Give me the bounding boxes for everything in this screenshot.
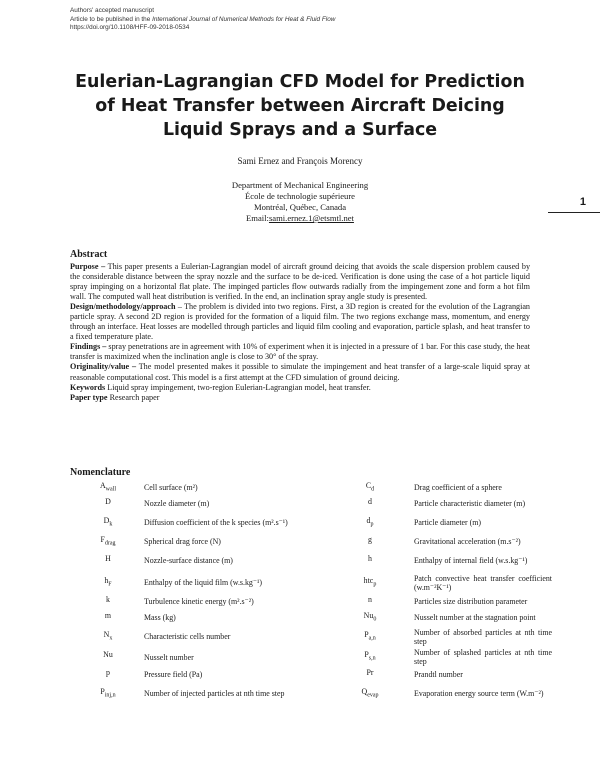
symbol-subscript: 0 — [373, 616, 377, 623]
symbol-left — [72, 512, 144, 534]
symbol-right — [326, 648, 414, 666]
manuscript-header — [70, 7, 335, 33]
symbol-left — [72, 550, 144, 572]
symbol-right — [326, 496, 414, 512]
header-doi[interactable]: https://doi.org/10.1108/HFF-09-2018-0534 — [70, 24, 190, 32]
symbol-left — [72, 496, 144, 512]
description-left: Nozzle diameter (m) — [144, 499, 210, 509]
symbol-main: htc — [363, 576, 374, 586]
symbol-main: Nu — [363, 611, 374, 621]
symbol-right — [326, 666, 414, 682]
description-right: Number of splashed particles at nth time step — [414, 648, 552, 667]
description-left: Nusselt number — [144, 652, 194, 662]
nomenclature-table — [72, 480, 552, 704]
authors: Sami Ernez and François Morency — [237, 156, 363, 166]
symbol-subscript: wall — [105, 486, 117, 493]
symbol-main: Nu — [103, 650, 113, 660]
symbol-left — [72, 648, 144, 666]
symbol-left — [72, 534, 144, 550]
keywords-label: Keywords — [70, 382, 106, 392]
symbol-right — [326, 610, 414, 626]
nomenclature-row — [72, 572, 552, 594]
email-link[interactable]: sami.ernez.1@etsmtl.net — [268, 213, 354, 223]
description-right: Patch convective heat transfer coefficient (w.m⁻²K⁻¹) — [414, 573, 552, 592]
symbol-subscript: d — [371, 486, 375, 493]
symbol-subscript: p — [373, 581, 377, 588]
abstract-paper-type — [70, 393, 530, 403]
symbol-subscript: s,n — [368, 655, 376, 662]
design-label: Design/methodology/approach — [70, 302, 176, 312]
symbol-main: Pr — [366, 667, 374, 677]
symbol-main: C — [365, 481, 372, 491]
header-status: Authors' accepted manuscript — [70, 7, 154, 14]
nomenclature-row — [72, 594, 552, 610]
description-right: Number of absorbed particles at nth time step — [414, 627, 552, 646]
symbol-main: k — [106, 595, 110, 605]
header-journal-prefix: Article to be published in the — [70, 15, 153, 23]
keywords-text: Liquid spray impingement, two-region Eulerian-Lagrangian model, heat transfer. — [107, 382, 371, 392]
affiliation-email-line — [0, 213, 600, 224]
nomenclature-row — [72, 480, 552, 496]
symbol-left — [72, 682, 144, 704]
symbol-left — [72, 626, 144, 648]
abstract-keywords — [70, 383, 530, 393]
symbol-right — [326, 572, 414, 594]
title-line-1: Eulerian-Lagrangian CFD Model for Prediction — [75, 72, 525, 92]
description-right: Drag coefficient of a sphere — [414, 483, 502, 493]
description-left: Pressure field (Pa) — [144, 669, 203, 679]
symbol-right — [326, 626, 414, 648]
nomenclature-row — [72, 550, 552, 572]
abstract-findings — [70, 342, 530, 362]
abstract-design — [70, 302, 530, 342]
symbol-left — [72, 594, 144, 610]
title-line-2: of Heat Transfer between Aircraft Deicing — [95, 96, 505, 116]
paper-title — [50, 70, 550, 142]
page-number: 1 — [579, 196, 586, 208]
symbol-main: d — [366, 516, 371, 526]
paper-type-label: Paper type — [70, 392, 108, 402]
symbol-main: A — [99, 481, 106, 491]
header-journal-line — [70, 16, 335, 25]
symbol-main: Q — [361, 686, 368, 696]
symbol-subscript: p — [370, 521, 374, 528]
symbol-left — [72, 480, 144, 496]
symbol-right — [326, 512, 414, 534]
symbol-main: H — [105, 554, 111, 564]
symbol-subscript: evap — [367, 692, 379, 699]
affiliation-school: École de technologie supérieure — [245, 191, 355, 201]
abstract-heading: Abstract — [70, 249, 108, 260]
symbol-main: p — [106, 667, 110, 677]
description-right: Evaporation energy source term (W.m⁻²) — [414, 688, 544, 698]
symbol-main: N — [103, 630, 110, 640]
abstract-purpose — [70, 262, 530, 302]
description-left: Enthalpy of the liquid film (w.s.kg⁻¹) — [144, 578, 263, 588]
symbol-main: h — [104, 576, 109, 586]
description-right: Particle diameter (m) — [414, 518, 482, 528]
affiliation — [0, 180, 600, 224]
symbol-main: P — [100, 686, 105, 696]
symbol-main: D — [103, 516, 110, 526]
paper-type-text: Research paper — [109, 392, 160, 402]
findings-text: spray penetrations are in agreement with 10% of experiment when it is injected in a pressure of 1 bar. For this case study, the heat transfer is maximized when the inclination angle is close to 30° of the spray. — [70, 342, 531, 362]
symbol-main: P — [364, 630, 369, 640]
description-left: Characteristic cells number — [144, 632, 231, 642]
nomenclature-row — [72, 666, 552, 682]
symbol-right — [326, 480, 414, 496]
symbol-main: d — [368, 497, 372, 507]
nomenclature-row — [72, 512, 552, 534]
symbol-subscript: drag — [104, 540, 116, 547]
symbol-main: D — [105, 497, 111, 507]
nomenclature-heading: Nomenclature — [70, 467, 131, 478]
description-left: Nozzle-surface distance (m) — [144, 556, 233, 566]
purpose-label: Purpose – — [70, 262, 106, 271]
nomenclature-row — [72, 610, 552, 626]
symbol-main: g — [368, 535, 372, 545]
header-journal-name: International Journal of Numerical Methods for Heat & Fluid Flow — [152, 15, 336, 23]
page-number-rule — [548, 212, 600, 213]
symbol-right — [326, 550, 414, 572]
description-right: Particle characteristic diameter (m) — [414, 499, 526, 509]
originality-label: Originality/value – — [70, 362, 137, 372]
symbol-subscript: a,n — [368, 635, 376, 642]
symbol-left — [72, 572, 144, 594]
purpose-text: This paper presents a Eulerian-Lagrangian model of aircraft ground deicing that avoids the scale dispersion problem caused by the considerable distance between the spray nozzle and the surface to be de-iced. Verification is done using the case of a hot particle liquid spray impinging on a horizontal flat plate. The impinged particles flow outwards radially from the impingement zone and form a hot film wall. The computed wall heat distribution is verified. In the end, an inclination spray angle study is presented. — [70, 262, 531, 302]
description-right: Prandtl number — [414, 669, 463, 679]
description-right: Enthalpy of internal field (w.s.kg⁻¹) — [414, 556, 528, 566]
nomenclature-row — [72, 534, 552, 550]
description-right: Particles size distribution parameter — [414, 597, 528, 607]
description-right: Gravitational acceleration (m.s⁻²) — [414, 537, 521, 547]
affiliation-city: Montréal, Québec, Canada — [253, 202, 347, 212]
symbol-main: h — [368, 554, 372, 564]
description-right: Nusselt number at the stagnation point — [414, 613, 536, 623]
description-left: Number of injected particles at nth time step — [144, 688, 285, 698]
symbol-subscript: x — [109, 635, 113, 642]
symbol-subscript: k — [109, 521, 113, 528]
symbol-right — [326, 682, 414, 704]
description-left: Turbulence kinetic energy (m².s⁻²) — [144, 597, 254, 607]
findings-label: Findings – — [70, 342, 107, 352]
affiliation-department: Department of Mechanical Engineering — [231, 180, 369, 190]
email-label: Email: — [246, 213, 269, 223]
description-left: Cell surface (m²) — [144, 483, 198, 493]
description-left: Diffusion coefficient of the k species (m².s⁻¹) — [144, 518, 288, 528]
abstract-section — [70, 249, 530, 403]
symbol-main: m — [104, 611, 112, 621]
symbol-subscript: F — [108, 581, 112, 588]
abstract-originality — [70, 362, 530, 382]
symbol-right — [326, 594, 414, 610]
description-left: Spherical drag force (N) — [144, 537, 221, 547]
symbol-right — [326, 534, 414, 550]
symbol-left — [72, 666, 144, 682]
nomenclature-row — [72, 626, 552, 648]
originality-text: The model presented makes it possible to simulate the impingement and heat transfer of a large-scale liquid spray at reasonable computational cost. This model is a first attempt at the CFD simulation of ground deicing. — [70, 362, 530, 382]
design-text: – The problem is divided into two regions. First, a 3D region is created for the evolution of the Lagrangian particle spray. A second 2D region is provided for the formation of a liquid film. The two regions exchange mass, momentum, and energy through an interface. Heat losses are modelled through particles and liquid film cooling and evaporation, particle splash, and heat transfer to a fixed temperature plate. — [70, 302, 530, 342]
nomenclature-row — [72, 648, 552, 666]
symbol-main: n — [368, 595, 372, 605]
nomenclature-row — [72, 682, 552, 704]
symbol-subscript: inj,n — [104, 692, 116, 699]
nomenclature-row — [72, 496, 552, 512]
symbol-main: P — [364, 650, 369, 660]
symbol-left — [72, 610, 144, 626]
symbol-main: F — [100, 535, 105, 545]
title-line-3: Liquid Sprays and a Surface — [162, 120, 438, 140]
description-left: Mass (kg) — [144, 613, 176, 623]
